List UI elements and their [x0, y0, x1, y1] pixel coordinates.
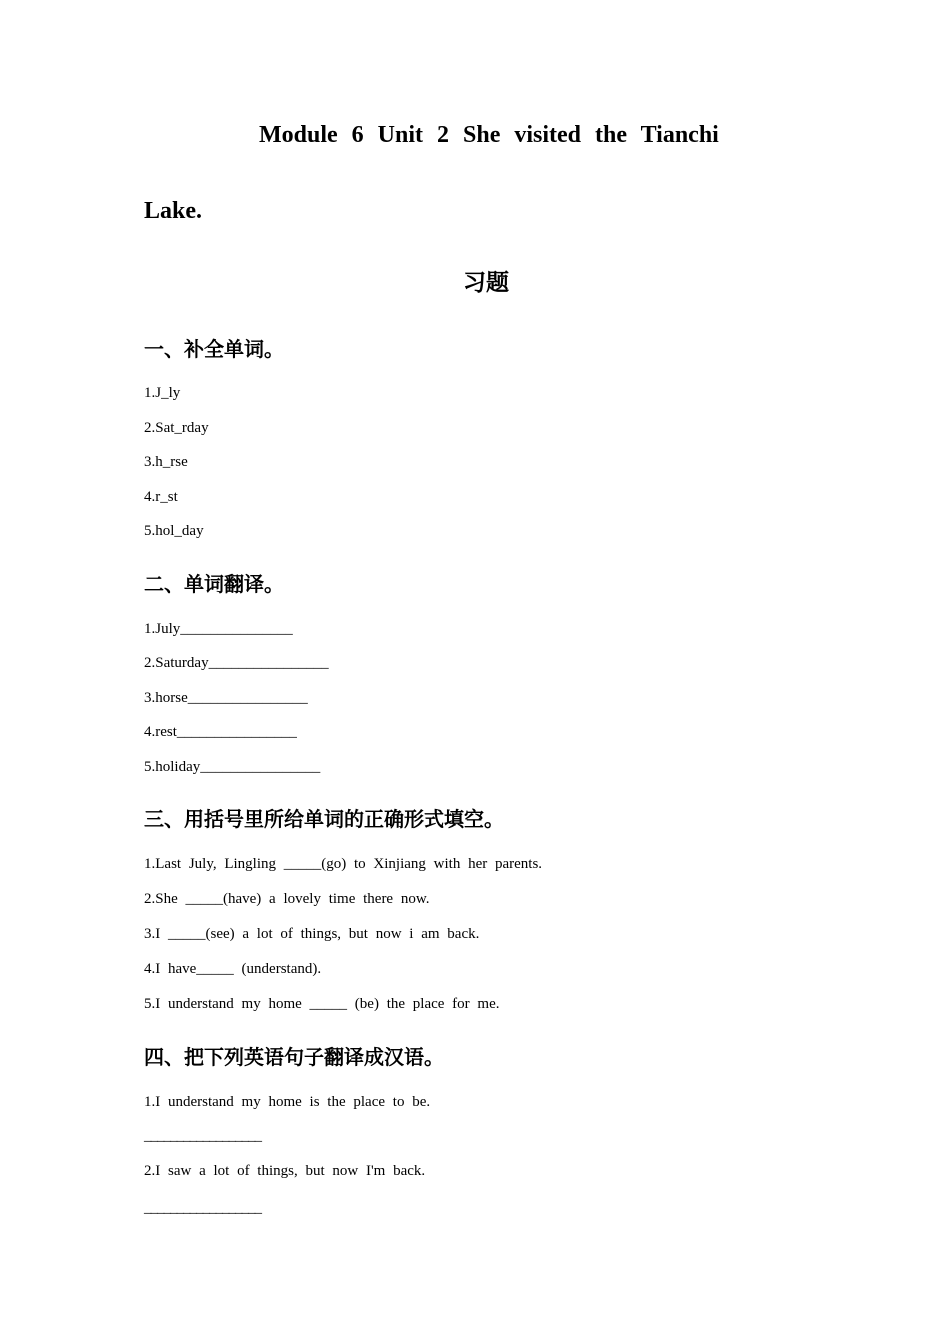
exercise-item: 4.I have_____ (understand).	[144, 961, 322, 977]
exercise-item: 1.July_______________	[144, 621, 293, 637]
exercise-item: 4.rest________________	[144, 724, 297, 740]
exercise-item: 5.hol_day	[144, 523, 204, 539]
section-heading: 一、补全单词。	[144, 337, 284, 361]
exercise-item: 3.h_rse	[144, 454, 188, 470]
section-heading: 四、把下列英语句子翻译成汉语。	[144, 1045, 444, 1069]
exercise-item: 2.I saw a lot of things, but now I'm back.	[144, 1163, 426, 1179]
exercise-item: 3.I _____(see) a lot of things, but now i am back.	[144, 926, 480, 942]
exercise-item: 5.I understand my home _____ (be) the place for me.	[144, 996, 500, 1012]
document-subtitle: 习题	[463, 270, 509, 296]
document-title-continued: Lake.	[144, 198, 203, 224]
exercise-item: 1.J_ly	[144, 385, 181, 401]
section-heading: 三、用括号里所给单词的正确形式填空。	[144, 807, 504, 831]
exercise-item: 3.horse________________	[144, 690, 308, 706]
exercise-item: 2.Saturday________________	[144, 655, 329, 671]
answer-line: __________________	[144, 1128, 261, 1144]
exercise-item: 2.She _____(have) a lovely time there now.	[144, 891, 430, 907]
document-title: Module 6 Unit 2 She visited the Tianchi	[259, 122, 719, 148]
answer-line: __________________	[144, 1200, 261, 1216]
section-heading: 二、单词翻译。	[144, 572, 284, 596]
exercise-item: 2.Sat_rday	[144, 420, 209, 436]
exercise-item: 4.r_st	[144, 489, 178, 505]
exercise-item: 1.Last July, Lingling _____(go) to Xinjiang with her parents.	[144, 856, 543, 872]
exercise-item: 5.holiday________________	[144, 759, 321, 775]
exercise-item: 1.I understand my home is the place to be.	[144, 1094, 431, 1110]
